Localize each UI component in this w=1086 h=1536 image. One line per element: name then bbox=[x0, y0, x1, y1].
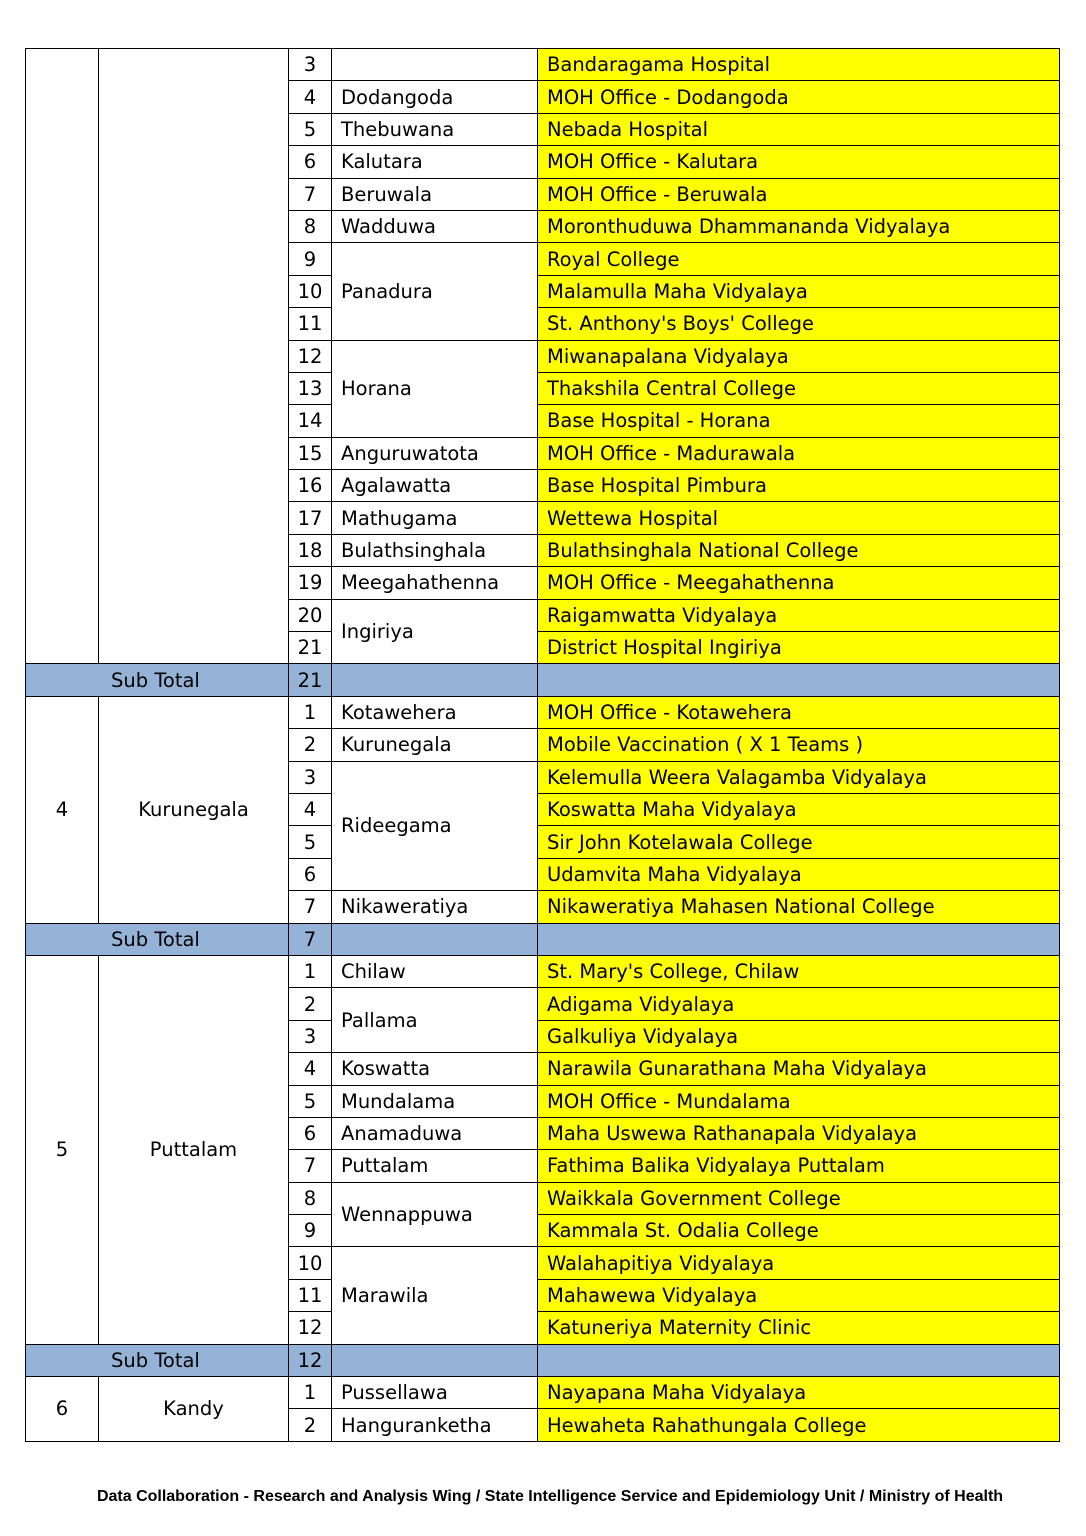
moh-area-cell: Marawila bbox=[332, 1247, 538, 1344]
moh-area-cell: Chilaw bbox=[332, 955, 538, 987]
row-number-cell: 2 bbox=[289, 1409, 332, 1441]
vaccination-center-cell: MOH Office - Dodangoda bbox=[538, 81, 1060, 113]
subtotal-empty-cell bbox=[332, 664, 538, 696]
vaccination-center-cell: Thakshila Central College bbox=[538, 372, 1060, 404]
vaccination-center-cell: Miwanapalana Vidyalaya bbox=[538, 340, 1060, 372]
district-number-cell: 5 bbox=[26, 955, 99, 1344]
subtotal-empty-cell bbox=[538, 1344, 1060, 1376]
row-number-cell: 3 bbox=[289, 761, 332, 793]
row-number-cell: 5 bbox=[289, 826, 332, 858]
district-name-cell: Kandy bbox=[99, 1377, 289, 1442]
row-number-cell: 1 bbox=[289, 1377, 332, 1409]
moh-area-cell: Anguruwatota bbox=[332, 437, 538, 469]
vaccination-center-cell: Adigama Vidyalaya bbox=[538, 988, 1060, 1020]
subtotal-label: Sub Total bbox=[26, 664, 289, 696]
moh-area-cell: Pussellawa bbox=[332, 1377, 538, 1409]
table-row bbox=[26, 955, 1060, 987]
vaccination-center-cell: Hewaheta Rahathungala College bbox=[538, 1409, 1060, 1441]
vaccination-center-cell: Maha Uswewa Rathanapala Vidyalaya bbox=[538, 1117, 1060, 1149]
moh-area-cell: Thebuwana bbox=[332, 113, 538, 145]
row-number-cell: 9 bbox=[289, 1215, 332, 1247]
vaccination-center-cell: Mahawewa Vidyalaya bbox=[538, 1279, 1060, 1311]
row-number-cell: 18 bbox=[289, 534, 332, 566]
row-number-cell: 3 bbox=[289, 1020, 332, 1052]
moh-area-cell: Kalutara bbox=[332, 146, 538, 178]
row-number-cell: 9 bbox=[289, 243, 332, 275]
vaccination-center-cell: MOH Office - Beruwala bbox=[538, 178, 1060, 210]
vaccination-center-cell: Fathima Balika Vidyalaya Puttalam bbox=[538, 1150, 1060, 1182]
row-number-cell: 7 bbox=[289, 1150, 332, 1182]
moh-area-cell: Koswatta bbox=[332, 1053, 538, 1085]
moh-area-cell: Rideegama bbox=[332, 761, 538, 891]
row-number-cell: 6 bbox=[289, 1117, 332, 1149]
footer-text: Data Collaboration - Research and Analysis Wing / State Intelligence Service and Epidemiology Unit / Ministry of Health bbox=[96, 1488, 1004, 1505]
vaccination-center-cell: Sir John Kotelawala College bbox=[538, 826, 1060, 858]
district-name-cell bbox=[99, 49, 289, 664]
vaccination-center-cell: St. Mary's College, Chilaw bbox=[538, 955, 1060, 987]
row-number-cell: 10 bbox=[289, 1247, 332, 1279]
vaccination-center-cell: Nebada Hospital bbox=[538, 113, 1060, 145]
row-number-cell: 4 bbox=[289, 793, 332, 825]
moh-area-cell: Wennappuwa bbox=[332, 1182, 538, 1247]
subtotal-empty-cell bbox=[332, 1344, 538, 1376]
subtotal-label: Sub Total bbox=[26, 1344, 289, 1376]
vaccination-center-cell: MOH Office - Kotawehera bbox=[538, 696, 1060, 728]
vaccination-centers-table bbox=[25, 48, 1060, 1442]
moh-area-cell: Kurunegala bbox=[332, 729, 538, 761]
district-name-cell: Kurunegala bbox=[99, 696, 289, 923]
vaccination-center-cell: Base Hospital Pimbura bbox=[538, 470, 1060, 502]
subtotal-row bbox=[26, 1344, 1060, 1376]
vaccination-center-cell: Kelemulla Weera Valagamba Vidyalaya bbox=[538, 761, 1060, 793]
moh-area-cell: Mundalama bbox=[332, 1085, 538, 1117]
row-number-cell: 5 bbox=[289, 1085, 332, 1117]
vaccination-center-cell: Bandaragama Hospital bbox=[538, 49, 1060, 81]
row-number-cell: 21 bbox=[289, 632, 332, 664]
vaccination-center-cell: MOH Office - Meegahathenna bbox=[538, 567, 1060, 599]
district-name-cell: Puttalam bbox=[99, 955, 289, 1344]
vaccination-center-cell: Base Hospital - Horana bbox=[538, 405, 1060, 437]
moh-area-cell: Bulathsinghala bbox=[332, 534, 538, 566]
row-number-cell: 19 bbox=[289, 567, 332, 599]
vaccination-center-cell: Kammala St. Odalia College bbox=[538, 1215, 1060, 1247]
row-number-cell: 3 bbox=[289, 49, 332, 81]
row-number-cell: 4 bbox=[289, 1053, 332, 1085]
vaccination-center-cell: Bulathsinghala National College bbox=[538, 534, 1060, 566]
moh-area-cell: Horana bbox=[332, 340, 538, 437]
moh-area-cell: Wadduwa bbox=[332, 210, 538, 242]
vaccination-center-cell: Nayapana Maha Vidyalaya bbox=[538, 1377, 1060, 1409]
district-number-cell: 4 bbox=[26, 696, 99, 923]
moh-area-cell: Dodangoda bbox=[332, 81, 538, 113]
table-row bbox=[26, 1377, 1060, 1409]
moh-area-cell: Pallama bbox=[332, 988, 538, 1053]
vaccination-center-cell: Narawila Gunarathana Maha Vidyalaya bbox=[538, 1053, 1060, 1085]
moh-area-cell: Anamaduwa bbox=[332, 1117, 538, 1149]
row-number-cell: 4 bbox=[289, 81, 332, 113]
row-number-cell: 5 bbox=[289, 113, 332, 145]
vaccination-center-cell: Galkuliya Vidyalaya bbox=[538, 1020, 1060, 1052]
row-number-cell: 7 bbox=[289, 891, 332, 923]
table-row bbox=[26, 696, 1060, 728]
row-number-cell: 11 bbox=[289, 308, 332, 340]
table-body bbox=[26, 49, 1060, 1442]
subtotal-label: Sub Total bbox=[26, 923, 289, 955]
row-number-cell: 7 bbox=[289, 178, 332, 210]
vaccination-center-cell: MOH Office - Kalutara bbox=[538, 146, 1060, 178]
vaccination-center-cell: MOH Office - Madurawala bbox=[538, 437, 1060, 469]
row-number-cell: 1 bbox=[289, 696, 332, 728]
district-number-cell: 6 bbox=[26, 1377, 99, 1442]
table-row bbox=[26, 49, 1060, 81]
row-number-cell: 14 bbox=[289, 405, 332, 437]
row-number-cell: 6 bbox=[289, 858, 332, 890]
subtotal-row bbox=[26, 664, 1060, 696]
moh-area-cell: Kotawehera bbox=[332, 696, 538, 728]
row-number-cell: 8 bbox=[289, 1182, 332, 1214]
row-number-cell: 12 bbox=[289, 1312, 332, 1344]
subtotal-value: 21 bbox=[289, 664, 332, 696]
vaccination-center-cell: Koswatta Maha Vidyalaya bbox=[538, 793, 1060, 825]
moh-area-cell: Puttalam bbox=[332, 1150, 538, 1182]
row-number-cell: 12 bbox=[289, 340, 332, 372]
vaccination-center-cell: Walahapitiya Vidyalaya bbox=[538, 1247, 1060, 1279]
moh-area-cell bbox=[332, 49, 538, 81]
vaccination-center-cell: Nikaweratiya Mahasen National College bbox=[538, 891, 1060, 923]
moh-area-cell: Beruwala bbox=[332, 178, 538, 210]
moh-area-cell: Meegahathenna bbox=[332, 567, 538, 599]
row-number-cell: 20 bbox=[289, 599, 332, 631]
row-number-cell: 2 bbox=[289, 988, 332, 1020]
moh-area-cell: Hanguranketha bbox=[332, 1409, 538, 1441]
vaccination-center-cell: Katuneriya Maternity Clinic bbox=[538, 1312, 1060, 1344]
subtotal-empty-cell bbox=[538, 664, 1060, 696]
row-number-cell: 8 bbox=[289, 210, 332, 242]
moh-area-cell: Ingiriya bbox=[332, 599, 538, 664]
subtotal-value: 7 bbox=[289, 923, 332, 955]
moh-area-cell: Mathugama bbox=[332, 502, 538, 534]
row-number-cell: 16 bbox=[289, 470, 332, 502]
vaccination-center-cell: District Hospital Ingiriya bbox=[538, 632, 1060, 664]
vaccination-center-cell: St. Anthony's Boys' College bbox=[538, 308, 1060, 340]
moh-area-cell: Agalawatta bbox=[332, 470, 538, 502]
row-number-cell: 6 bbox=[289, 146, 332, 178]
moh-area-cell: Panadura bbox=[332, 243, 538, 340]
moh-area-cell: Nikaweratiya bbox=[332, 891, 538, 923]
vaccination-center-cell: Udamvita Maha Vidyalaya bbox=[538, 858, 1060, 890]
vaccination-center-cell: Raigamwatta Vidyalaya bbox=[538, 599, 1060, 631]
subtotal-row bbox=[26, 923, 1060, 955]
subtotal-empty-cell bbox=[332, 923, 538, 955]
row-number-cell: 1 bbox=[289, 955, 332, 987]
row-number-cell: 13 bbox=[289, 372, 332, 404]
row-number-cell: 2 bbox=[289, 729, 332, 761]
district-number-cell bbox=[26, 49, 99, 664]
row-number-cell: 11 bbox=[289, 1279, 332, 1311]
subtotal-value: 12 bbox=[289, 1344, 332, 1376]
subtotal-empty-cell bbox=[538, 923, 1060, 955]
vaccination-center-cell: Malamulla Maha Vidyalaya bbox=[538, 275, 1060, 307]
vaccination-center-cell: Wettewa Hospital bbox=[538, 502, 1060, 534]
vaccination-center-cell: MOH Office - Mundalama bbox=[538, 1085, 1060, 1117]
row-number-cell: 10 bbox=[289, 275, 332, 307]
row-number-cell: 17 bbox=[289, 502, 332, 534]
vaccination-center-cell: Moronthuduwa Dhammananda Vidyalaya bbox=[538, 210, 1060, 242]
row-number-cell: 15 bbox=[289, 437, 332, 469]
vaccination-center-cell: Waikkala Government College bbox=[538, 1182, 1060, 1214]
vaccination-center-cell: Mobile Vaccination ( X 1 Teams ) bbox=[538, 729, 1060, 761]
vaccination-center-cell: Royal College bbox=[538, 243, 1060, 275]
